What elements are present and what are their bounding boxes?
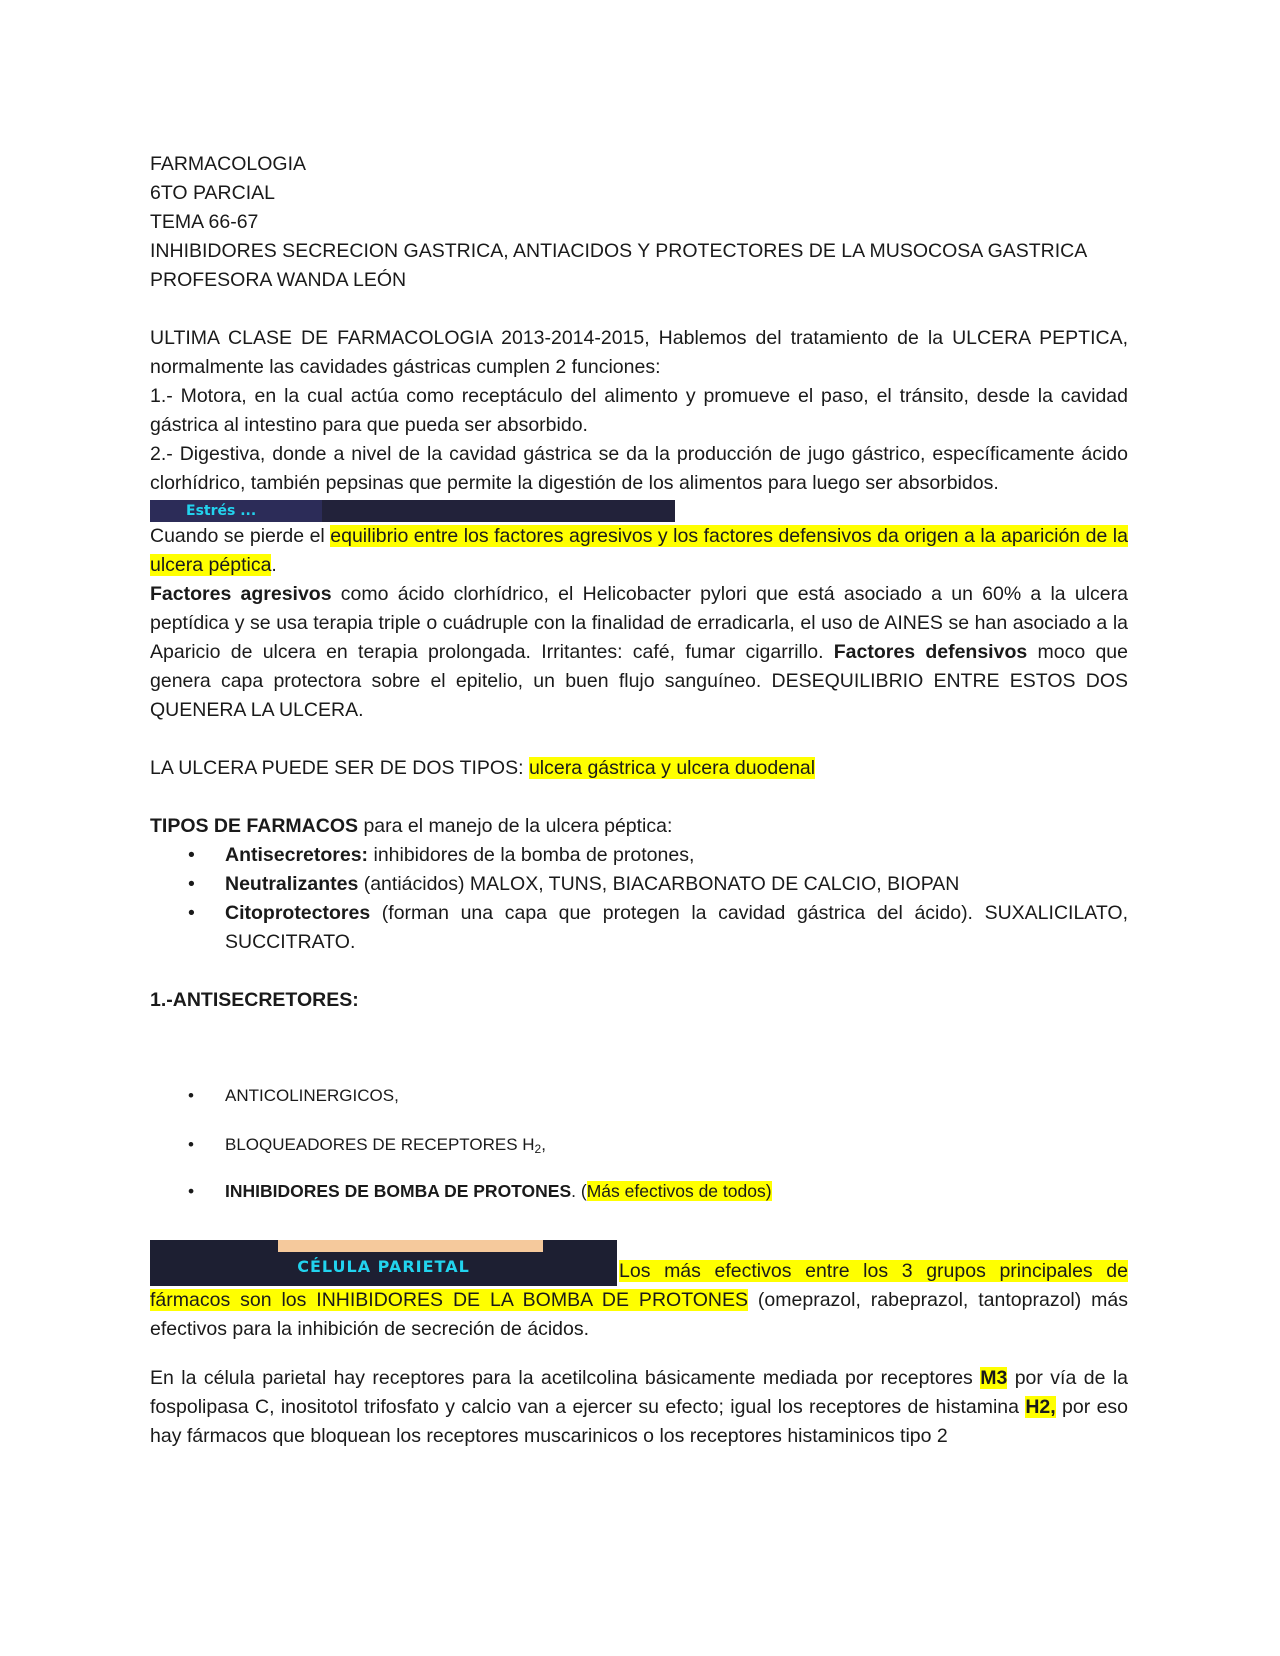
celula-h2: H2, [1025,1396,1056,1418]
bullet-icon: • [188,902,195,924]
spacer [150,1110,1128,1130]
spacer [150,783,1128,812]
tipos-ulcera-paragraph [150,754,1128,783]
list-item [150,1081,1128,1110]
spacer [150,1015,1128,1081]
bullet-icon: • [188,1135,194,1154]
tipos-farmacos-label: TIPOS DE FARMACOS [150,815,359,837]
spacer [150,295,1128,324]
antisecretores-list [150,1081,1128,1110]
list-item [150,1177,1128,1206]
list-item-bold: Antisecretores: [225,844,369,866]
list-item-text: . ( [571,1181,587,1201]
subscript: 2 [534,1142,542,1156]
list-item-text: (antiácidos) MALOX, TUNS, BIACARBONATO DE CALCIO, BIOPAN [358,873,960,895]
celula-paragraph [150,1364,1128,1451]
stress-image-label: Estrés ... [186,503,257,519]
antisecretores-list [150,1177,1128,1206]
bullet-icon: • [188,1086,194,1105]
list-item-bold: Citoprotectores [225,902,371,924]
tipos-farmacos-text: para el manejo de la ulcera péptica: [358,815,673,837]
spacer [150,725,1128,754]
factores-agresivos-label: Factores agresivos [150,583,332,605]
spacer [150,957,1128,986]
intro-paragraph-2: 1.- Motora, en la cual actúa como receptáculo del alimento y promueve el paso, el tránsito, desde la cavidad gástrica al intestino para que pueda ser absorbido. [150,385,1128,436]
antisecretores-heading [150,986,1128,1015]
tipos-farmacos-paragraph [150,812,1128,841]
antisecretores-heading-text: 1.-ANTISECRETORES: [150,989,359,1011]
list-item [150,841,1128,870]
tipos-ulcera-pre: LA ULCERA PUEDE SER DE DOS TIPOS: [150,757,529,779]
list-item-text: (forman una capa que protegen la cavidad gástrica del ácido). SUXALICILATO, SUCCITRATO. [225,902,1128,953]
factores-defensivos-label: Factores defensivos [833,641,1028,663]
parietal-cell-image-band [278,1240,543,1252]
celula-post: por eso hay fármacos que bloquean los receptores muscarinicos o los receptores histaminicos tipo 2 [150,1396,1129,1447]
header-line-2: 6TO PARCIAL [150,182,275,204]
list-item-text: inhibidores de la bomba de protones, [368,844,695,866]
header-line-1: FARMACOLOGIA [150,153,307,175]
bullet-icon: • [188,873,195,895]
list-item [150,1130,1128,1159]
spacer [150,1206,1128,1236]
list-item-text: ANTICOLINERGICOS, [225,1086,399,1105]
celula-mid: por vía de la fospolipasa C, inositotol trifosfato y calcio van a ejercer su efecto; igual los receptores de histamina [150,1367,1129,1418]
equilibrio-paragraph [150,522,1128,580]
factores-paragraph [150,580,1128,725]
list-item [150,870,1128,899]
spacer [150,1344,1128,1364]
list-item-text: BLOQUEADORES DE RECEPTORES H [225,1135,535,1154]
efectivos-text: (omeprazol, rabeprazol, tantoprazol) más efectivos para la inhibición de secreción de ácidos. [150,1289,1128,1340]
equilibrio-post: . [271,554,277,576]
tipos-farmacos-list [150,841,1128,957]
bullet-icon: • [188,1181,195,1201]
antisecretores-list [150,1130,1128,1159]
list-item-bold: INHIBIDORES DE BOMBA DE PROTONES [225,1181,572,1201]
parietal-cell-image-label: CÉLULA PARIETAL [297,1257,470,1276]
list-item [150,899,1128,957]
factores-defensivos-text: moco que genera capa protectora sobre el epitelio, un buen flujo sanguíneo. DESEQUILIBRIO ENTRE ESTOS DOS QUENERA LA ULCERA. [150,641,1128,721]
header-line-5: PROFESORA WANDA LEÓN [150,269,407,291]
document-page [150,150,1128,1451]
equilibrio-highlight: equilibrio entre los factores agresivos y los factores defensivos da origen a la aparición de la ulcera péptica [150,525,1128,576]
celula-pre: En la célula parietal hay receptores para la acetilcolina básicamente mediada por receptores [150,1367,981,1389]
efectivos-highlight: Los más efectivos entre los 3 grupos principales de fármacos son los INHIBIDORES DE LA BOMBA DE PROTONES [150,1260,1128,1311]
celula-m3: M3 [980,1367,1008,1389]
intro-paragraph-3: 2.- Digestiva, donde a nivel de la cavidad gástrica se da la producción de jugo gástrico, específicamente ácido clorhídrico, también pepsinas que permite la digestión de los alimentos para luego ser absorbidos. [150,443,1128,494]
list-item-text: , [541,1135,546,1154]
list-item-bold: Neutralizantes [225,873,359,895]
header-line-4: INHIBIDORES SECRECION GASTRICA, ANTIACIDOS Y PROTECTORES DE LA MUSOCOSA GASTRICA [150,240,1088,262]
header-line-3: TEMA 66-67 [150,211,259,233]
tipos-ulcera-highlight: ulcera gástrica y ulcera duodenal [528,757,816,779]
spacer [150,1159,1128,1177]
intro-paragraph-1: ULTIMA CLASE DE FARMACOLOGIA 2013-2014-2015, Hablemos del tratamiento de la ULCERA PEPTICA, normalmente las cavidades gástricas cumplen 2 funciones: [150,327,1128,378]
factores-agresivos-text: como ácido clorhídrico, el Helicobacter pylori que está asociado a un 60% a la ulcera peptídica y se usa terapia triple o cuádruple con la finalidad de erradicarla, el uso de AINES se han asociado a la Aparicio de ulcera en terapia prolongada. Irritantes: café, fumar cigarrillo. [150,583,1128,663]
equilibrio-pre: Cuando se pierde el [150,525,331,547]
list-item-highlight: Más efectivos de todos) [586,1181,772,1201]
parietal-cell-image [150,1240,617,1286]
stress-image-strip [150,500,675,522]
bullet-icon: • [188,844,195,866]
